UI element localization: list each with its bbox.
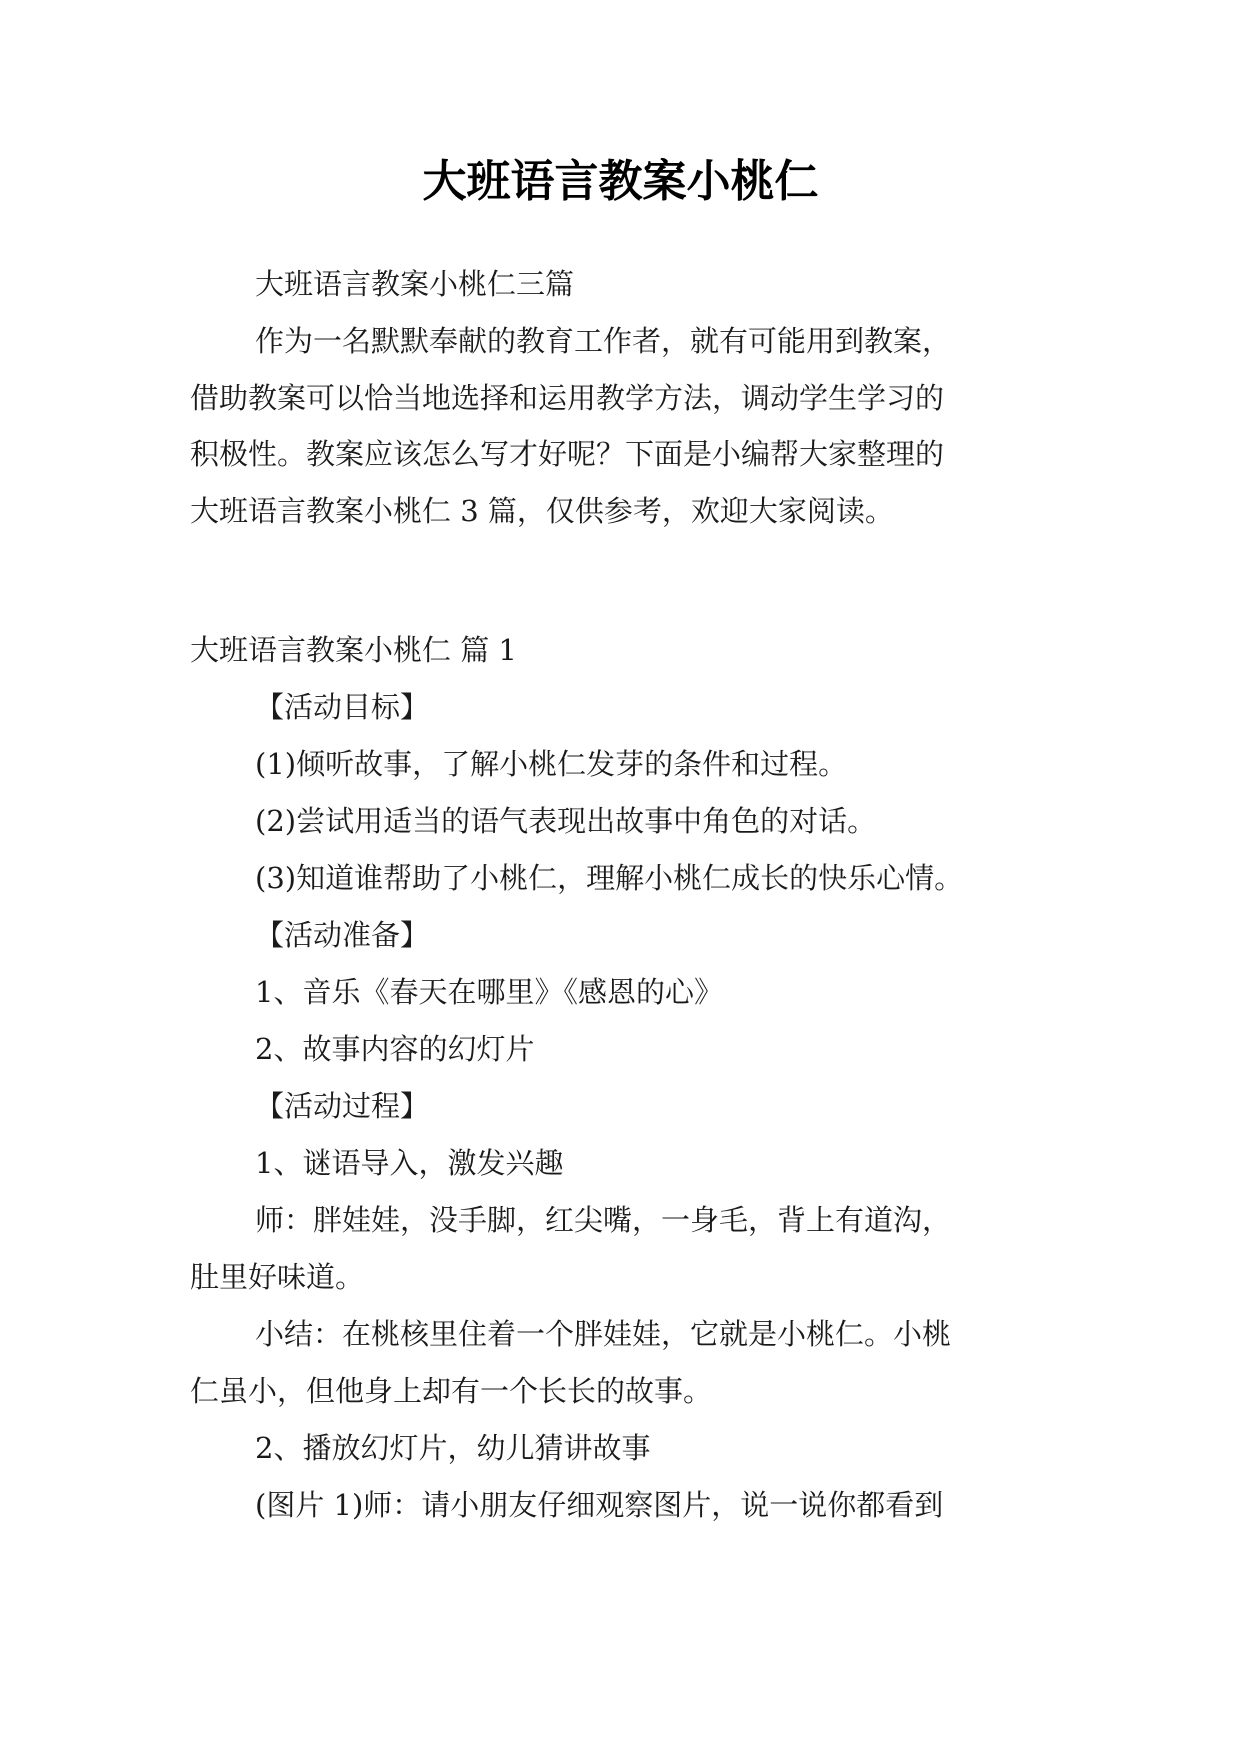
process-step: 2、播放幻灯片，幼儿猜讲故事 [255, 1431, 651, 1465]
intro-paragraph-line: 积极性。教案应该怎么写才好呢？下面是小编帮大家整理的 [190, 437, 945, 471]
process-step: 1、谜语导入，激发兴趣 [255, 1146, 564, 1180]
intro-paragraph-line: 大班语言教案小桃仁 3 篇，仅供参考，欢迎大家阅读。 [190, 494, 894, 528]
process-paragraph-line: 肚里好味道。 [190, 1260, 365, 1294]
process-paragraph-line: (图片 1)师：请小朋友仔细观察图片，说一说你都看到 [255, 1488, 944, 1522]
goal-item: (2)尝试用适当的语气表现出故事中角色的对话。 [255, 804, 877, 838]
intro-paragraph-line: 借助教案可以恰当地选择和运用教学方法，调动学生学习的 [190, 381, 945, 415]
subsection-heading: 【活动过程】 [255, 1089, 430, 1123]
preparation-item: 1、音乐《春天在哪里》《感恩的心》 [255, 975, 723, 1009]
subsection-heading: 【活动准备】 [255, 918, 430, 952]
document-title: 大班语言教案小桃仁 [422, 156, 819, 207]
process-paragraph-line: 师：胖娃娃，没手脚，红尖嘴，一身毛，背上有道沟， [255, 1203, 952, 1237]
preparation-item: 2、故事内容的幻灯片 [255, 1032, 535, 1066]
section-heading: 大班语言教案小桃仁 篇 1 [190, 633, 517, 667]
goal-item: (3)知道谁帮助了小桃仁，理解小桃仁成长的快乐心情。 [255, 861, 964, 895]
subsection-heading: 【活动目标】 [255, 690, 430, 724]
process-paragraph-line: 小结：在桃核里住着一个胖娃娃，它就是小桃仁。小桃 [255, 1317, 952, 1351]
intro-heading: 大班语言教案小桃仁三篇 [255, 267, 575, 301]
process-paragraph-line: 仁虽小，但他身上却有一个长长的故事。 [190, 1374, 713, 1408]
goal-item: (1)倾听故事，了解小桃仁发芽的条件和过程。 [255, 747, 848, 781]
intro-paragraph-line: 作为一名默默奉献的教育工作者，就有可能用到教案， [255, 324, 952, 358]
